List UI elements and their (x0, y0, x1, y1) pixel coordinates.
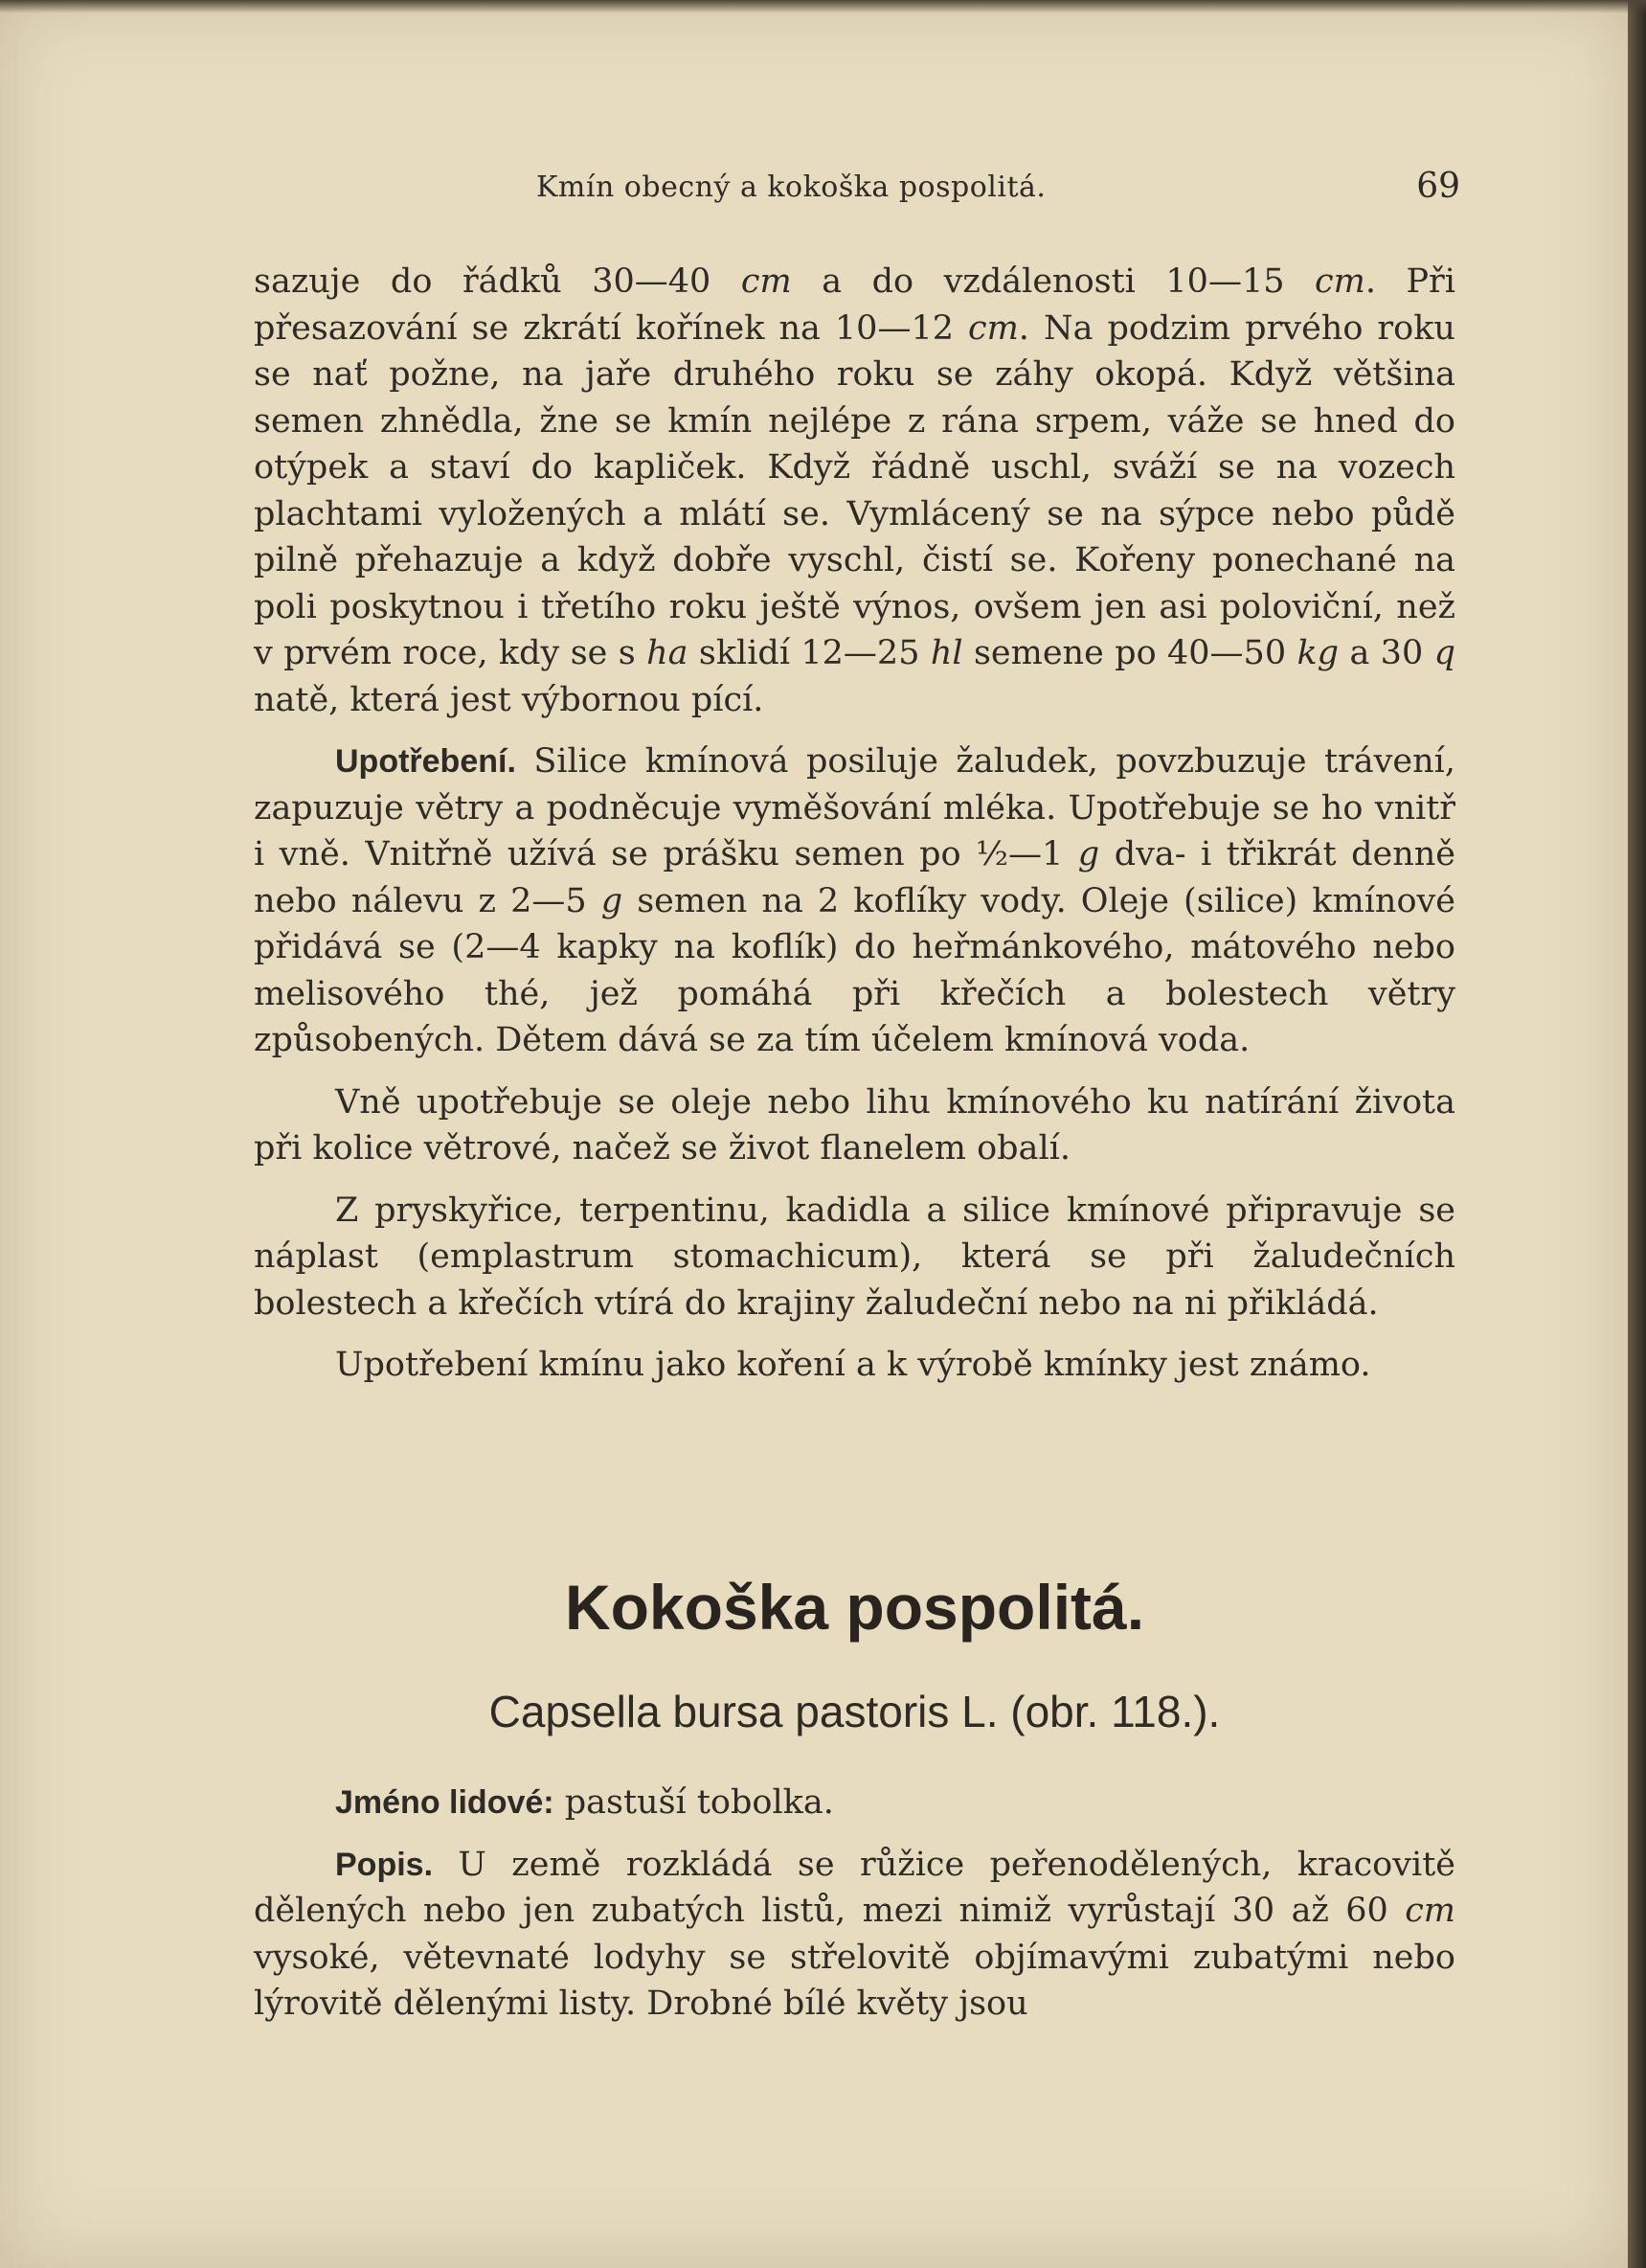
page-edge-shadow (1628, 0, 1646, 2268)
plaster-paragraph: Z pryskyřice, terpentinu, kadidla a silice kmínové připravuje se náplast (emplastrum stomachicum), která se při žaludečních bolestech a křečích vtírá do krajiny žaludeční nebo na ni přikládá. (254, 1191, 1455, 1323)
spice-paragraph: Upotřebení kmínu jako koření a k výrobě kmínky jest známo. (335, 1346, 1371, 1384)
description-label: Popis. (335, 1846, 434, 1883)
section-title: Kokoška pospolitá. (564, 1572, 1145, 1643)
text-run: vysoké, větevnaté lodyhy se střelovitě objímavými zubatými nebo lýrovitě dělenými listy. Drobné bílé květy jsou (254, 1938, 1455, 2023)
unit-cm: cm (968, 308, 1019, 348)
shepherds-purse-text (254, 1780, 1455, 2028)
usage-label: Upotřebení. (335, 743, 516, 780)
text-run: semen na 2 koflíky vody. Oleje (silice) kmínové přidává se (2—4 kapky na koflík) do heřmánkového, mátového nebo melisového thé, jež pomáhá při křečích a bolestech větry způsobených. Dětem dává se za tím účelem kmínová voda. (254, 881, 1455, 1059)
common-name-label: Jméno lidové: (335, 1784, 554, 1821)
caraway-text (254, 259, 1455, 1389)
unit-ha: ha (646, 634, 688, 672)
description-paragraph (254, 1842, 1455, 2028)
text-run: semene po 40—50 (962, 634, 1297, 672)
common-name-paragraph (254, 1780, 1455, 1826)
unit-g: g (600, 881, 623, 920)
running-head: Kmín obecný a kokoška pospolitá. (536, 170, 1047, 204)
unit-cm: cm (740, 262, 792, 301)
text-run: U země rozkládá se růžice peřenodělených, kracovitě dělených nebo jen zubatých listů, mezi nimiž vyrůstají 30 až 60 (254, 1845, 1455, 1930)
text-run: a 30 (1339, 634, 1434, 672)
usage-paragraph (254, 738, 1455, 1064)
unit-hl: hl (930, 634, 963, 672)
unit-g: g (1077, 835, 1100, 873)
text-run: Silice kmínová posiluje žaludek, povzbuzuje trávení, zapuzuje větry a podněcuje vyměšování mléka. Upotřebuje se ho vnitř i vně. Vnitřně užívá se prášku semen po ½—1 (254, 742, 1455, 873)
unit-q: q (1433, 634, 1455, 672)
unit-cm: cm (1315, 262, 1365, 301)
section-subtitle: Capsella bursa pastoris L. (obr. 118.). (488, 1687, 1221, 1736)
text-run: dva- i třikrát denně nebo nálevu z 2—5 (254, 835, 1455, 920)
text-run: . Při přesazování se zkrátí kořínek na 10—12 (254, 262, 1455, 348)
unit-kg: kg (1297, 634, 1340, 672)
common-name-value: pastuší tobolka. (553, 1783, 834, 1822)
text-run: a do vzdálenosti 10—15 (791, 262, 1316, 301)
text-run: . Na podzim prvého roku se nať požne, na jaře druhého roku se záhy okopá. Když většina semen zhnědla, žne se kmín nejlépe z rána srpem, váže se hned do otýpek a staví do kapliček. Když řádně uschl, sváží se na vozech plachtami vyložených a mlátí se. Vymlácený se na sýpce nebo půdě pilně přehazuje a když dobře vyschl, čistí se. Kořeny ponechané na poli poskytnou i třetího roku ještě výnos, ovšem jen asi poloviční, než v prvém roce, kdy se s (254, 308, 1455, 672)
text-run: natě, která jest výbornou pící. (254, 680, 764, 719)
text-run: sklidí 12—25 (688, 634, 931, 672)
top-edge-shadow (0, 0, 1646, 13)
text-run: sazuje do řádků 30—40 (254, 262, 741, 301)
unit-cm: cm (1405, 1892, 1455, 1930)
page-number: 69 (1416, 167, 1460, 206)
external-use-paragraph: Vně upotřebuje se oleje nebo lihu kmínového ku natírání života při kolice větrové, načež se život flanelem obalí. (254, 1082, 1455, 1168)
cultivation-paragraph (254, 259, 1455, 723)
